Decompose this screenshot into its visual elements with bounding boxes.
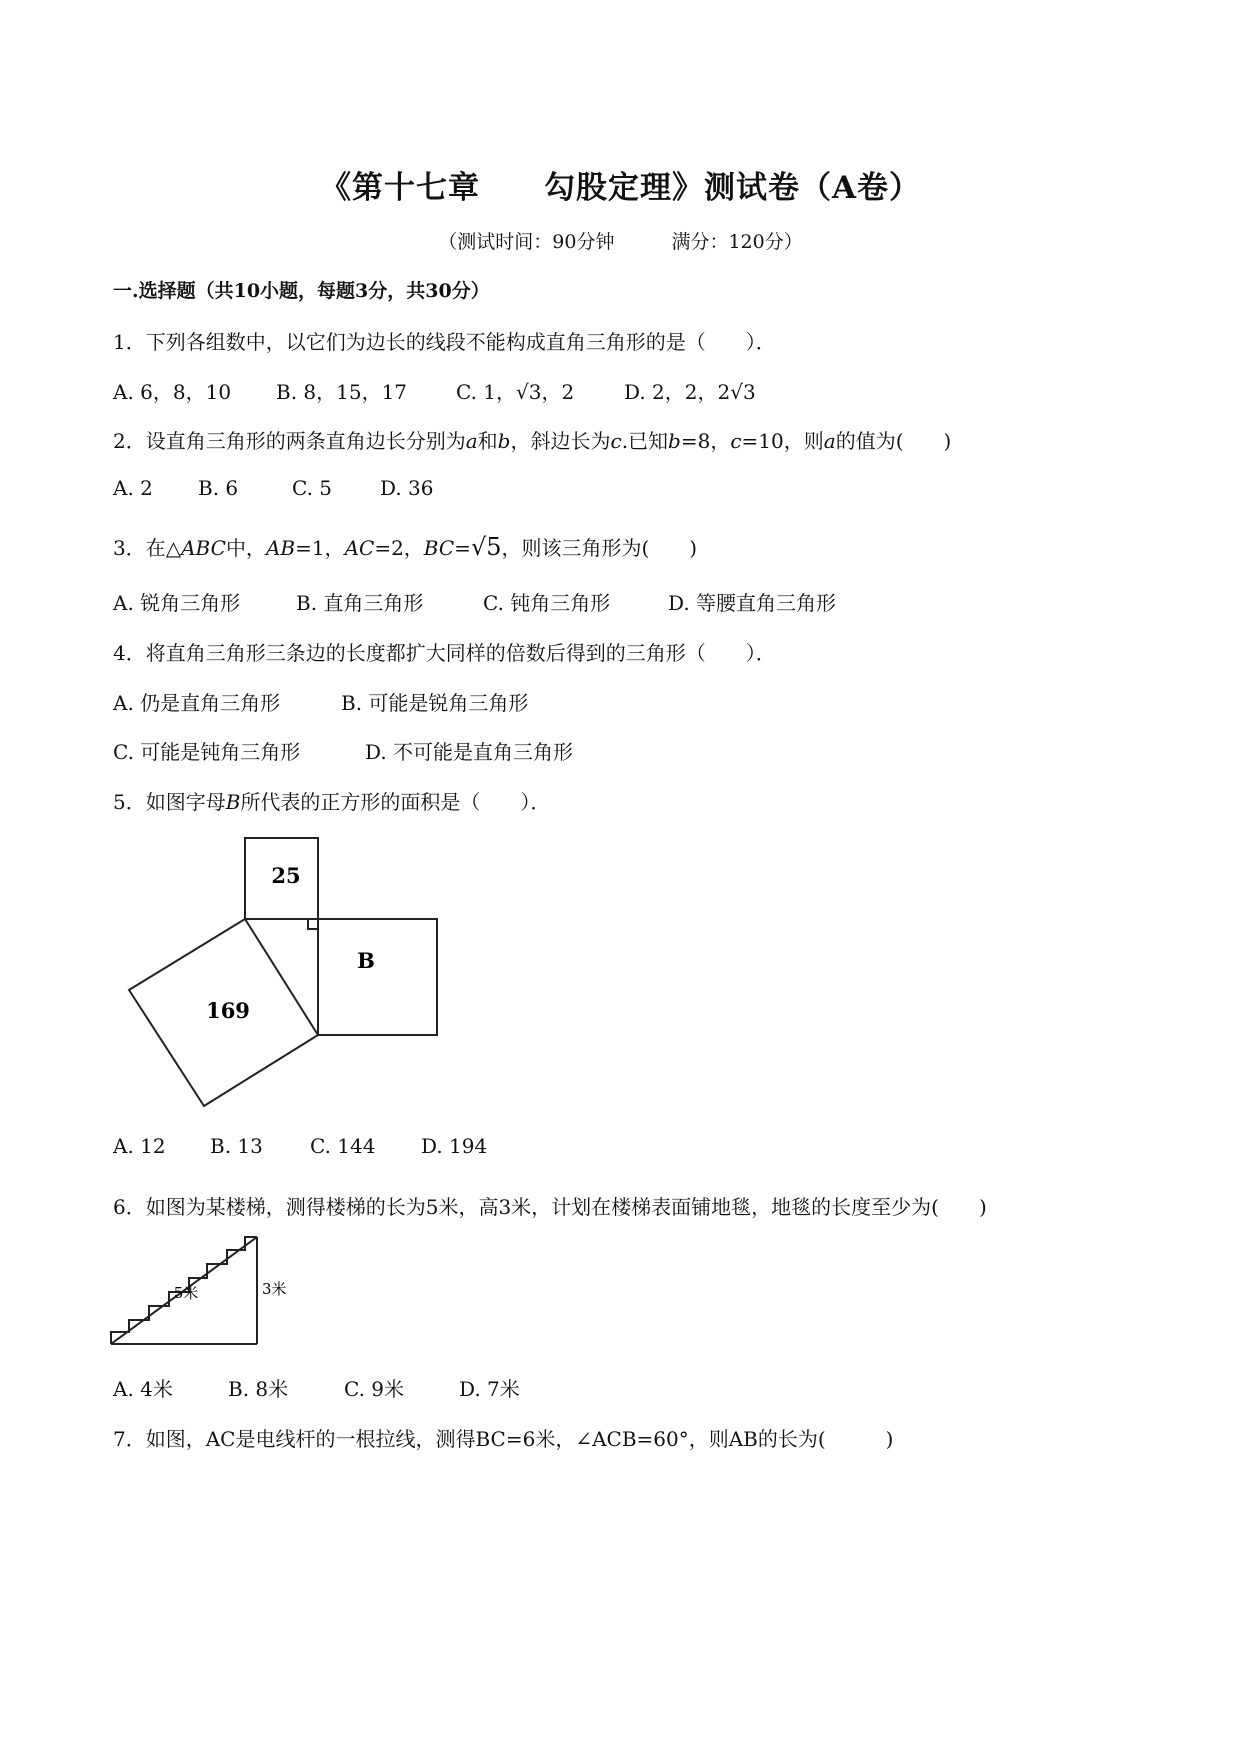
question-1-option-d: D. 2，2，2√3 <box>624 380 756 404</box>
question-1-option-b: B. 8，15，17 <box>276 380 408 404</box>
question-6-option-a: A. 4米 <box>113 1377 173 1401</box>
question-3-option-d: D. 等腰直角三角形 <box>668 591 837 615</box>
question-1-stem: 1．下列各组数中，以它们为边长的线段不能构成直角三角形的是（ ）． <box>113 330 776 354</box>
question-6-option-d: D. 7米 <box>459 1377 520 1401</box>
question-3-option-c: C. 钝角三角形 <box>483 591 611 615</box>
question-4-option-b: B. 可能是锐角三角形 <box>341 691 529 715</box>
question-2-option-b: B. 6 <box>198 476 239 500</box>
question-5-option-b: B. 13 <box>210 1134 263 1158</box>
staircase-figure <box>108 1232 298 1352</box>
question-5-option-a: A. 12 <box>113 1134 166 1158</box>
page-subtitle: （测试时间：90分钟 满分：120分） <box>438 231 803 253</box>
question-2-stem: 2．设直角三角形的两条直角边长分别为a和b，斜边长为c.已知b=8，c=10，则a的值为( ) <box>113 429 952 453</box>
stair-length-label: 5米 <box>173 1284 199 1302</box>
question-4-option-d: D. 不可能是直角三角形 <box>365 740 574 764</box>
right-angle-mark <box>308 919 318 929</box>
question-2-option-d: D. 36 <box>380 476 434 500</box>
question-4-option-c: C. 可能是钝角三角形 <box>113 740 301 764</box>
question-4-stem: 4．将直角三角形三条边的长度都扩大同样的倍数后得到的三角形（ ）． <box>113 641 776 665</box>
stair-height-label: 3米 <box>262 1280 287 1298</box>
question-1-option-c: C. 1，√3，2 <box>456 380 575 404</box>
question-2-option-c: C. 5 <box>292 476 333 500</box>
question-4-option-a: A. 仍是直角三角形 <box>113 691 281 715</box>
question-1-option-a: A. 6，8，10 <box>113 380 232 404</box>
square-b <box>318 919 437 1035</box>
question-6-option-c: C. 9米 <box>344 1377 405 1401</box>
question-6-stem: 6．如图为某楼梯，测得楼梯的长为5米，高3米，计划在楼梯表面铺地毯，地毯的长度至少为( ) <box>113 1195 987 1219</box>
question-2-option-a: A. 2 <box>113 476 153 500</box>
question-5-option-d: D. 194 <box>421 1134 488 1158</box>
squares-figure <box>120 830 450 1120</box>
question-7-stem: 7．如图，AC是电线杆的一根拉线，测得BC=6米，∠ACB=60°，则AB的长为( ) <box>113 1427 894 1451</box>
question-6-option-b: B. 8米 <box>228 1377 289 1401</box>
section-heading: 一.选择题（共10小题，每题3分，共30分） <box>113 280 490 302</box>
square-25-label: 25 <box>271 863 301 888</box>
square-169-label: 169 <box>206 998 250 1023</box>
question-3-stem: 3．在△ABC中，AB=1，AC=2，BC=√5，则该三角形为( ) <box>113 533 698 561</box>
question-3-option-a: A. 锐角三角形 <box>113 591 241 615</box>
question-5-stem: 5．如图字母B所代表的正方形的面积是（ ）． <box>113 790 551 814</box>
page-title: 《第十七章 勾股定理》测试卷（A卷） <box>319 170 922 206</box>
square-b-label: B <box>357 948 375 973</box>
question-3-option-b: B. 直角三角形 <box>296 591 424 615</box>
question-5-option-c: C. 144 <box>310 1134 376 1158</box>
